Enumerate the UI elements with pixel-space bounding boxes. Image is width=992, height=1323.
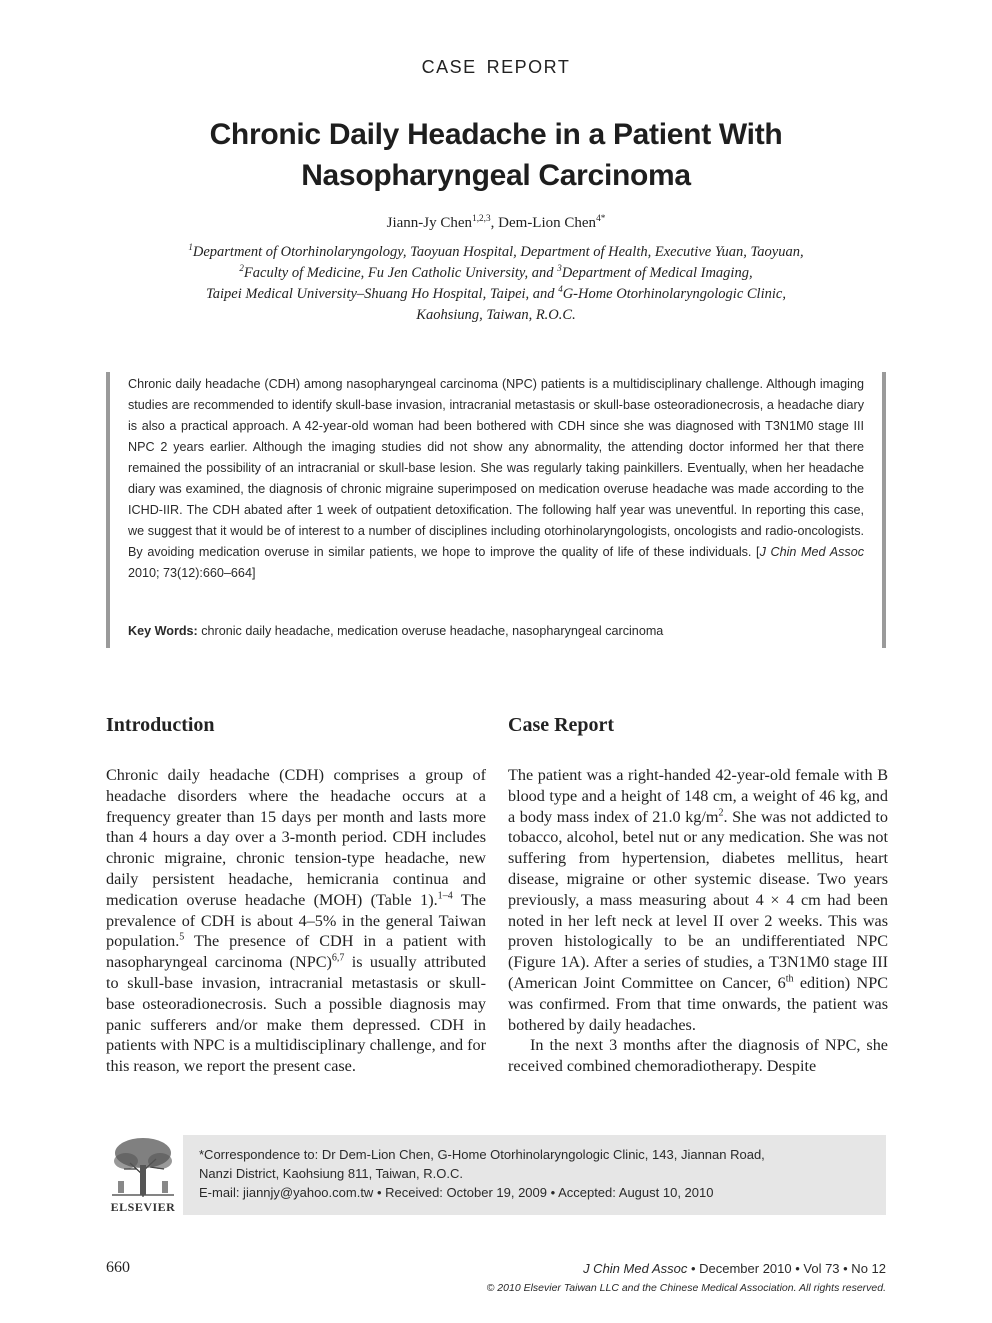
email-link[interactable]: E-mail: jiannjy@yahoo.com.tw	[199, 1185, 374, 1200]
journal-info	[583, 1261, 886, 1276]
affiliation-line-4: Kaohsiung, Taiwan, R.O.C.	[416, 307, 576, 323]
affil-text-2b: Department of Medical Imaging,	[561, 265, 753, 281]
affiliation-line-1	[140, 242, 852, 263]
journal-issue: • December 2010 • Vol 73 • No 12	[687, 1261, 886, 1276]
case-sup-2: th	[785, 973, 794, 985]
author-2-affil: 4*	[596, 214, 606, 224]
affil-text-3b: G-Home Otorhinolaryngologic Clinic,	[562, 286, 786, 302]
affiliation-line-3	[140, 284, 852, 305]
author-2: Dem-Lion Chen	[498, 215, 597, 231]
case-text-1c: edition) NPC was confirmed. From that time onwards, the patient was bothered by daily headaches.	[508, 973, 888, 1034]
author-1: Jiann-Jy Chen	[386, 215, 473, 231]
affiliations	[140, 242, 852, 326]
intro-ref-2: 5	[179, 931, 185, 943]
received-date: Received: October 19, 2009	[385, 1185, 547, 1200]
case-report-paragraph-2: In the next 3 months after the diagnosis of NPC, she received combined chemoradiotherapy. Despite	[508, 1036, 888, 1076]
case-report-heading: Case Report	[508, 714, 615, 736]
affil-text-1: Department of Otorhinolaryngology, Taoyuan Hospital, Department of Health, Executive Yuan, Taoyuan,	[192, 244, 804, 260]
correspondence-line-2: Nanzi District, Kaohsiung 811, Taiwan, R.O.C.	[199, 1166, 463, 1181]
keywords-label: Key Words:	[128, 624, 198, 638]
case-sup-1: 2	[718, 807, 724, 819]
page-number: 660	[106, 1259, 130, 1276]
affil-text-3a: Taipei Medical University–Shuang Ho Hospital, Taipei, and	[206, 286, 559, 302]
correspondence-line-3	[199, 1183, 874, 1202]
abstract-citation-journal: J Chin Med Assoc	[759, 545, 864, 559]
publisher-logo-word: ELSEVIER	[110, 1200, 176, 1214]
case-text-1b: . She was not addicted to tobacco, alcohol, betel nut or any medication. She was not suffering from hypertension, diabetes mellitus, heart disease, migraine or other systemic disease. Two years previously, a mass measuring about 4 × 4 cm had been noted in her left neck at level II over 2 weeks. This was proven histologically to be an undifferentiated NPC (Figure 1A). After a series of studies, a T3N1M0 stage III (American Joint Committee on Cancer, 6	[508, 807, 888, 992]
introduction-section	[106, 714, 486, 1077]
article-type-word-1: CASE	[421, 57, 477, 77]
keywords	[128, 624, 864, 638]
copyright-notice: © 2010 Elsevier Taiwan LLC and the Chinese Medical Association. All rights reserved.	[486, 1282, 886, 1294]
intro-text-1: Chronic daily headache (CDH) comprises a group of headache disorders where the headache occurs at a frequency greater than 15 days per month and lasts more than 4 hours a day over a 3-month period. CDH includes chronic migraine, chronic tension-type headache, new daily persistent headache, hemicrania continua and medication overuse headache (MOH) (Table 1).	[106, 766, 486, 909]
affil-sup-1: 1	[188, 242, 193, 253]
article-title: Chronic Daily Headache in a Patient With Nasopharyngeal Carcinoma	[209, 118, 783, 192]
case-report-section	[508, 714, 888, 1077]
affil-text-2a: Faculty of Medicine, Fu Jen Catholic University, and	[243, 265, 558, 281]
intro-text-3: The presence of CDH in a patient with nasopharyngeal carcinoma (NPC)	[106, 932, 486, 972]
abstract-body: Chronic daily headache (CDH) among nasopharyngeal carcinoma (NPC) patients is a multidisciplinary challenge. Although imaging studies are recommended to identify skull-base invasion, intracranial metastasis or skull-base osteoradionecrosis, a headache diary is also a practical approach. A 42-year-old woman had been bothered with CDH since she was diagnosed with T3N1M0 stage III NPC 2 years earlier. Although the imaging studies did not show any abnormality, the attending doctor informed her that there remained the possibility of an intracranial or skull-base lesion. She was regularly taking painkillers. Eventually, when her headache diary was examined, the diagnosis of chronic migraine superimposed on medication overuse headache was made according to the ICHD-IIR. The CDH abated after 1 week of outpatient detoxification. The following half year was uneventful. In reporting this case, we suggest that it would be of interest to a number of disciplines including otorhinolaryngologists, oncologists and radio-oncologists. By avoiding medication overuse in similar patients, we hope to improve the quality of life of these individuals. [	[128, 377, 864, 559]
bullet-2: •	[547, 1185, 559, 1200]
affil-sup-4: 4	[558, 284, 563, 295]
correspondence-line-1: *Correspondence to: Dr Dem-Lion Chen, G-Home Otorhinolaryngologic Clinic, 143, Jiannan Road,	[199, 1147, 765, 1162]
abstract-citation-rest: 2010; 73(12):660–664]	[128, 566, 256, 580]
author-1-affil: 1,2,3	[472, 214, 491, 224]
journal-name: J Chin Med Assoc	[583, 1261, 688, 1276]
affil-sup-3: 3	[557, 263, 562, 274]
abstract-text	[128, 374, 864, 584]
correspondence-text	[199, 1145, 874, 1202]
case-text-1a: The patient was a right-handed 42-year-old female with B blood type and a height of 148 cm, a weight of 46 kg, and a body mass index of 21.0 kg/m	[508, 766, 888, 826]
accepted-date: Accepted: August 10, 2010	[558, 1185, 714, 1200]
intro-text-2: The prevalence of CDH is about 4–5% in the general Taiwan population.	[106, 890, 486, 951]
bullet-1: •	[373, 1185, 386, 1200]
introduction-paragraph	[106, 765, 486, 1077]
affil-sup-2: 2	[239, 263, 244, 274]
keywords-list: chronic daily headache, medication overuse headache, nasopharyngeal carcinoma	[197, 624, 664, 638]
correspondence-box	[183, 1135, 886, 1215]
intro-text-4: is usually attributed to skull-base invasion, intracranial metastasis or skull-base osteoradionecrosis. Such a possible diagnosis may panic sufferers and/or make them depressed. CDH in patients with NPC is a multidisciplinary challenge, and for this reason, we report the present case.	[106, 953, 486, 1076]
abstract-box	[106, 372, 886, 648]
article-type-word-2: REPORT	[486, 57, 571, 77]
article-type-label	[0, 57, 992, 78]
author-line	[0, 215, 992, 232]
introduction-heading: Introduction	[106, 714, 215, 736]
affiliation-line-2	[140, 263, 852, 284]
case-report-paragraph-1	[508, 765, 888, 1035]
intro-ref-1: 1–4	[437, 890, 453, 902]
author-separator: ,	[490, 215, 499, 231]
intro-ref-3: 6,7	[331, 952, 345, 964]
